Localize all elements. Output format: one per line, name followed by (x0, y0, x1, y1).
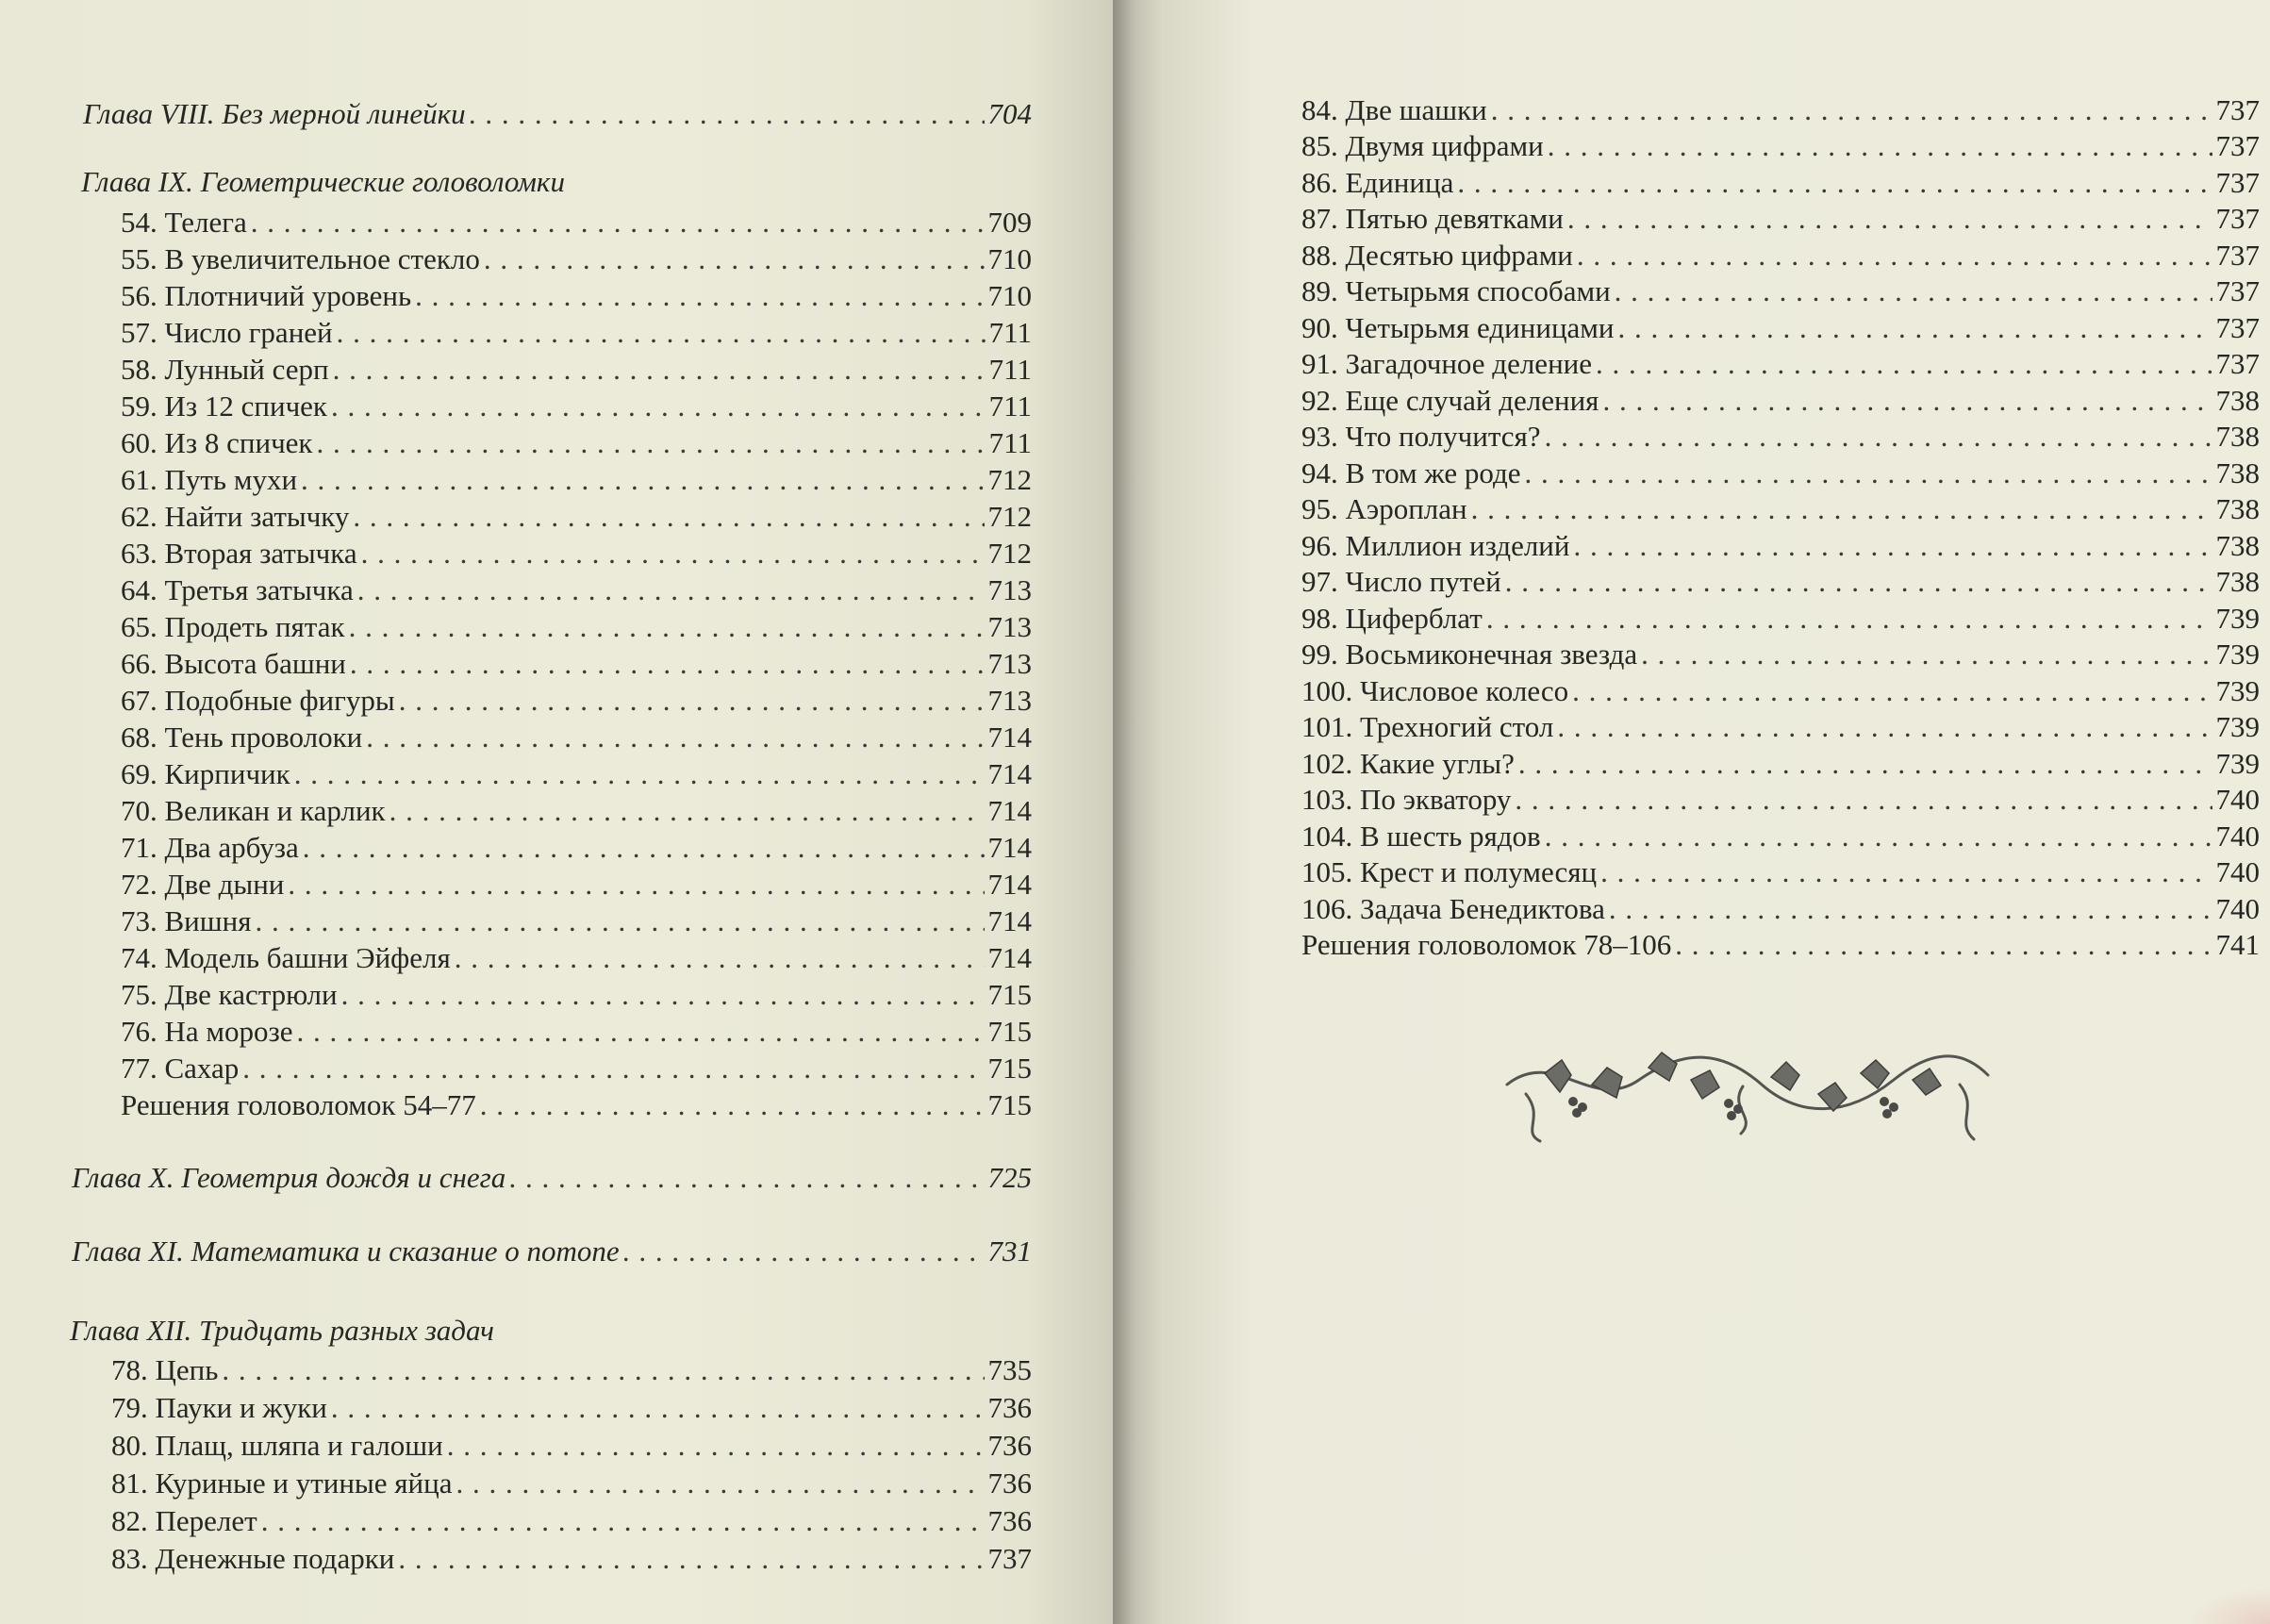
leader-dots (484, 241, 985, 277)
leader-dots (1609, 891, 2212, 927)
toc-entry (121, 571, 1032, 608)
toc-entry-title: 87. Пятью девятками (1301, 202, 1564, 235)
toc-entry (111, 1464, 1032, 1501)
toc-entry (121, 718, 1032, 755)
toc-page-number: 737 (2215, 129, 2260, 162)
leader-dots (361, 536, 985, 572)
toc-entry-title: 96. Миллион изделий (1301, 529, 1570, 562)
toc-page-number: 741 (2215, 928, 2260, 961)
toc-entry (121, 203, 1032, 240)
leader-dots (1457, 165, 2212, 201)
toc-entry (121, 460, 1032, 498)
toc-page-number: 740 (2215, 892, 2260, 925)
toc-entry (121, 276, 1032, 314)
toc-page-number: 737 (2215, 202, 2260, 235)
toc-entry (1301, 562, 2260, 600)
right-page (1164, 0, 2270, 1624)
toc-entry (1301, 344, 2260, 382)
toc-entry-title: 58. Лунный серп (121, 353, 329, 386)
leader-dots (509, 1160, 984, 1196)
toc-entry-title: 61. Путь мухи (121, 463, 298, 496)
leader-dots (1471, 491, 2212, 527)
leader-dots (1675, 927, 2212, 963)
toc-page-number: 738 (2215, 420, 2260, 453)
toc-entry-title: 62. Найти затычку (121, 500, 350, 533)
toc-page-number: 714 (987, 831, 1032, 864)
leader-dots (357, 572, 985, 608)
leader-dots (303, 830, 985, 866)
leader-dots (1567, 201, 2212, 237)
leader-dots (256, 903, 985, 939)
leader-dots (1557, 709, 2212, 745)
leader-dots (623, 1234, 985, 1269)
toc-entry-title: 101. Трехногий стол (1301, 710, 1554, 743)
toc-entry (121, 607, 1032, 645)
toc-entry (121, 791, 1032, 829)
toc-entry (1301, 91, 2260, 128)
leader-dots (242, 1051, 984, 1086)
chapter-9-heading: Глава IX. Геометрические головоломки (81, 165, 565, 198)
leader-dots (350, 646, 985, 682)
leader-dots (398, 1541, 984, 1577)
leader-dots (222, 1352, 984, 1388)
toc-entry-title: 95. Аэроплан (1301, 492, 1467, 525)
toc-page-number: 737 (2215, 311, 2260, 344)
toc-entry-title: 68. Тень проволоки (121, 721, 363, 754)
leader-dots (331, 1390, 985, 1426)
toc-page-number: 737 (2215, 347, 2260, 380)
toc-entry (1301, 199, 2260, 237)
toc-entry-title: 70. Великан и карлик (121, 794, 386, 827)
toc-entry (1301, 381, 2260, 419)
toc-entry-title: 102. Какие углы? (1301, 747, 1515, 780)
toc-page-number: 709 (987, 206, 1032, 239)
leader-dots (1505, 564, 2212, 600)
toc-entry-title: 99. Восьмиконечная звезда (1301, 638, 1638, 671)
leader-dots (251, 205, 985, 240)
leader-dots (1600, 854, 2212, 890)
toc-entry (121, 902, 1032, 939)
toc-page-number: 738 (2215, 529, 2260, 562)
toc-entry (121, 938, 1032, 976)
toc-entry-title: Решения головоломок 78–106 (1301, 928, 1672, 961)
toc-entry (121, 240, 1032, 277)
toc-entry (111, 1501, 1032, 1539)
toc-entry (121, 387, 1032, 424)
toc-entry-title: 103. По экватору (1301, 783, 1512, 816)
toc-page-number: 738 (2215, 492, 2260, 525)
leader-dots (389, 793, 985, 829)
toc-entry-title: 76. На морозе (121, 1015, 293, 1048)
toc-entry (121, 865, 1032, 903)
toc-entry-title: 54. Телега (121, 206, 247, 239)
toc-entry-title: 92. Еще случай деления (1301, 384, 1599, 417)
book-gutter (1113, 0, 1164, 1624)
toc-page-number: 738 (2215, 565, 2260, 598)
leader-dots (1615, 273, 2212, 309)
vine-ornament-icon (1488, 1028, 1997, 1151)
toc-entry (111, 1351, 1032, 1388)
toc-entry-title: 90. Четырьмя единицами (1301, 311, 1615, 344)
toc-entry (111, 1426, 1032, 1464)
leader-dots (1641, 637, 2212, 672)
toc-page-number: 712 (987, 537, 1032, 570)
toc-entry (1301, 417, 2260, 455)
toc-entry (121, 681, 1032, 719)
toc-entry-title: Решения головоломок 54–77 (121, 1088, 476, 1121)
toc-page-number: 739 (2215, 747, 2260, 780)
toc-chapter-10 (72, 1158, 1032, 1196)
toc-page-number: 737 (2215, 93, 2260, 126)
toc-page-number: 740 (2215, 820, 2260, 853)
toc-entry (1301, 707, 2260, 745)
toc-entry-title: 105. Крест и полумесяц (1301, 855, 1598, 888)
toc-entry-title: 81. Куриные и утиные яйца (111, 1467, 453, 1500)
leader-dots (455, 940, 985, 976)
leader-dots (480, 1087, 985, 1123)
leader-dots (333, 352, 986, 388)
leader-dots (1525, 456, 2212, 491)
toc-chapter-8 (83, 94, 1032, 132)
toc-page-number: 736 (987, 1504, 1032, 1537)
toc-entry (121, 754, 1032, 792)
toc-entry-title: 56. Плотничий уровень (121, 279, 412, 312)
toc-page-number: 713 (987, 684, 1032, 717)
leader-dots (301, 462, 984, 498)
toc-page-number: 715 (987, 1015, 1032, 1048)
toc-page-number: 739 (2215, 674, 2260, 707)
toc-page-number: 740 (2215, 783, 2260, 816)
toc-entry (121, 534, 1032, 572)
toc-entry (1301, 671, 2260, 709)
toc-page-number: 738 (2215, 456, 2260, 489)
toc-entry (121, 1049, 1032, 1086)
toc-entry-title: 97. Число путей (1301, 565, 1501, 598)
toc-page-number: 736 (987, 1429, 1032, 1462)
toc-entry-solutions (121, 1085, 1032, 1123)
toc-page-number: 713 (987, 647, 1032, 680)
toc-page-number: 737 (2215, 239, 2260, 272)
toc-entry-title: 74. Модель башни Эйфеля (121, 941, 451, 974)
toc-page-number: 715 (987, 1052, 1032, 1085)
toc-entry-title: 63. Вторая затычка (121, 537, 357, 570)
leader-dots (341, 977, 985, 1013)
toc-entry-title: 85. Двумя цифрами (1301, 129, 1544, 162)
toc-entry-title: 59. Из 12 спичек (121, 389, 327, 423)
toc-entry-title: 89. Четырьмя способами (1301, 274, 1611, 307)
toc-entry-title: 93. Что получится? (1301, 420, 1541, 453)
toc-page-number: 704 (987, 97, 1032, 130)
leader-dots (1602, 383, 2212, 419)
leader-dots (297, 1014, 985, 1050)
toc-entry (1301, 635, 2260, 672)
toc-entry (1301, 780, 2260, 818)
toc-entry-title: 67. Подобные фигуры (121, 684, 395, 717)
toc-entry (1301, 126, 2260, 164)
toc-entry-title: 94. В том же роде (1301, 456, 1521, 489)
toc-page-number: 725 (987, 1161, 1032, 1194)
toc-page-number: 739 (2215, 602, 2260, 635)
toc-page-number: 712 (987, 463, 1032, 496)
toc-page-number: 739 (2215, 638, 2260, 671)
toc-page-number: 710 (987, 279, 1032, 312)
toc-entry (111, 1539, 1032, 1577)
toc-entry-title: 84. Две шашки (1301, 93, 1487, 126)
toc-page-number: 711 (988, 389, 1032, 423)
leader-dots (1545, 419, 2212, 455)
toc-entry-title: 71. Два арбуза (121, 831, 299, 864)
toc-entry-title: 106. Задача Бенедиктова (1301, 892, 1605, 925)
toc-page-number: 713 (987, 610, 1032, 643)
toc-entry (111, 1388, 1032, 1426)
toc-entry (1301, 817, 2260, 854)
leader-dots (1548, 128, 2212, 164)
leader-dots (447, 1428, 985, 1464)
toc-page-number: 737 (2215, 166, 2260, 199)
toc-page-number: 711 (988, 426, 1032, 459)
toc-entry-title: 57. Число граней (121, 316, 333, 349)
toc-entry-title: 91. Загадочное деление (1301, 347, 1593, 380)
toc-page-number: 714 (987, 794, 1032, 827)
toc-entry-title: 104. В шесть рядов (1301, 820, 1541, 853)
leader-dots (1572, 673, 2212, 709)
toc-page-number: 715 (987, 1088, 1032, 1121)
toc-page-number: 715 (987, 978, 1032, 1011)
toc-entry-solutions (1301, 925, 2260, 963)
toc-entry-title: 72. Две дыни (121, 868, 285, 901)
toc-entry-title: 98. Циферблат (1301, 602, 1483, 635)
leader-dots (1577, 238, 2212, 273)
leader-dots (1491, 92, 2212, 128)
toc-entry-title: 78. Цепь (111, 1353, 219, 1386)
toc-entry-title: 64. Третья затычка (121, 573, 354, 606)
toc-entry (121, 497, 1032, 535)
toc-page-number: 711 (988, 316, 1032, 349)
leader-dots (331, 389, 986, 424)
toc-page-number: 711 (988, 353, 1032, 386)
toc-page-number: 735 (987, 1353, 1032, 1386)
toc-page-number: 714 (987, 904, 1032, 937)
toc-entry (1301, 526, 2260, 564)
leader-dots (1618, 310, 2212, 346)
toc-entry (1301, 236, 2260, 273)
leader-dots (399, 683, 985, 719)
toc-entry-title: 80. Плащ, шляпа и галоши (111, 1429, 443, 1462)
toc-page-number: 712 (987, 500, 1032, 533)
toc-entry-title: 55. В увеличительное стекло (121, 242, 480, 275)
toc-chapter-title: Глава X. Геометрия дождя и снега (72, 1161, 506, 1194)
toc-page-number: 714 (987, 757, 1032, 790)
toc-entry (121, 313, 1032, 351)
toc-entry-title: 83. Денежные подарки (111, 1542, 395, 1575)
leader-dots (1596, 346, 2212, 382)
toc-entry (121, 1012, 1032, 1050)
toc-page-number: 736 (987, 1467, 1032, 1500)
toc-entry (1301, 163, 2260, 201)
toc-page-number: 710 (987, 242, 1032, 275)
toc-entry-title: 86. Единица (1301, 166, 1454, 199)
toc-page-number: 714 (987, 941, 1032, 974)
leader-dots (337, 315, 986, 351)
toc-entry-title: 88. Десятью цифрами (1301, 239, 1573, 272)
toc-entry (1301, 489, 2260, 527)
toc-entry (1301, 308, 2260, 346)
left-page (0, 0, 1113, 1624)
toc-page-number: 714 (987, 868, 1032, 901)
toc-page-number: 737 (2215, 274, 2260, 307)
leader-dots (349, 609, 985, 645)
toc-page-number: 737 (987, 1542, 1032, 1575)
leader-dots (366, 720, 984, 755)
toc-page-number: 740 (2215, 855, 2260, 888)
toc-entry (1301, 272, 2260, 309)
leader-dots (353, 499, 984, 535)
leader-dots (1486, 601, 2212, 637)
leader-dots (316, 425, 985, 461)
toc-page-number: 739 (2215, 710, 2260, 743)
leader-dots (1573, 528, 2212, 564)
toc-entry-title: 75. Две кастрюли (121, 978, 338, 1011)
toc-page-number: 736 (987, 1391, 1032, 1424)
toc-entry-title: 60. Из 8 спичек (121, 426, 313, 459)
toc-entry-title: 79. Пауки и жуки (111, 1391, 327, 1424)
toc-chapter-title: Глава XI. Математика и сказание о потопе (72, 1235, 620, 1268)
toc-entry-title: 65. Продеть пятак (121, 610, 345, 643)
leader-dots (288, 867, 984, 903)
toc-entry-title: 77. Сахар (121, 1052, 240, 1085)
toc-entry-title: 69. Кирпичик (121, 757, 290, 790)
toc-entry (121, 975, 1032, 1013)
toc-entry (1301, 599, 2260, 637)
toc-entry (1301, 454, 2260, 491)
toc-entry (1301, 853, 2260, 890)
leader-dots (470, 96, 985, 132)
leader-dots (1515, 782, 2212, 818)
leader-dots (294, 756, 985, 792)
toc-entry (121, 350, 1032, 388)
toc-entry (1301, 889, 2260, 927)
toc-page-number: 713 (987, 573, 1032, 606)
toc-page-number: 738 (2215, 384, 2260, 417)
toc-entry-title: 66. Высота башни (121, 647, 346, 680)
toc-entry-title: 100. Числовое колесо (1301, 674, 1569, 707)
toc-chapter-title: Глава VIII. Без мерной линейки (83, 97, 466, 130)
leader-dots (1518, 746, 2212, 782)
leader-dots (415, 278, 984, 314)
leader-dots (456, 1466, 984, 1501)
page-corner-shadow (2185, 1586, 2270, 1624)
toc-entry (1301, 744, 2260, 782)
toc-entry-title: 73. Вишня (121, 904, 252, 937)
toc-page-number: 731 (987, 1235, 1032, 1268)
toc-entry (121, 644, 1032, 682)
leader-dots (1545, 819, 2212, 854)
chapter-12-heading: Глава XII. Тридцать разных задач (70, 1314, 494, 1347)
toc-entry (121, 828, 1032, 866)
toc-entry-title: 82. Перелет (111, 1504, 257, 1537)
toc-entry (121, 423, 1032, 461)
toc-page-number: 714 (987, 721, 1032, 754)
toc-chapter-11 (72, 1232, 1032, 1269)
leader-dots (261, 1503, 985, 1539)
